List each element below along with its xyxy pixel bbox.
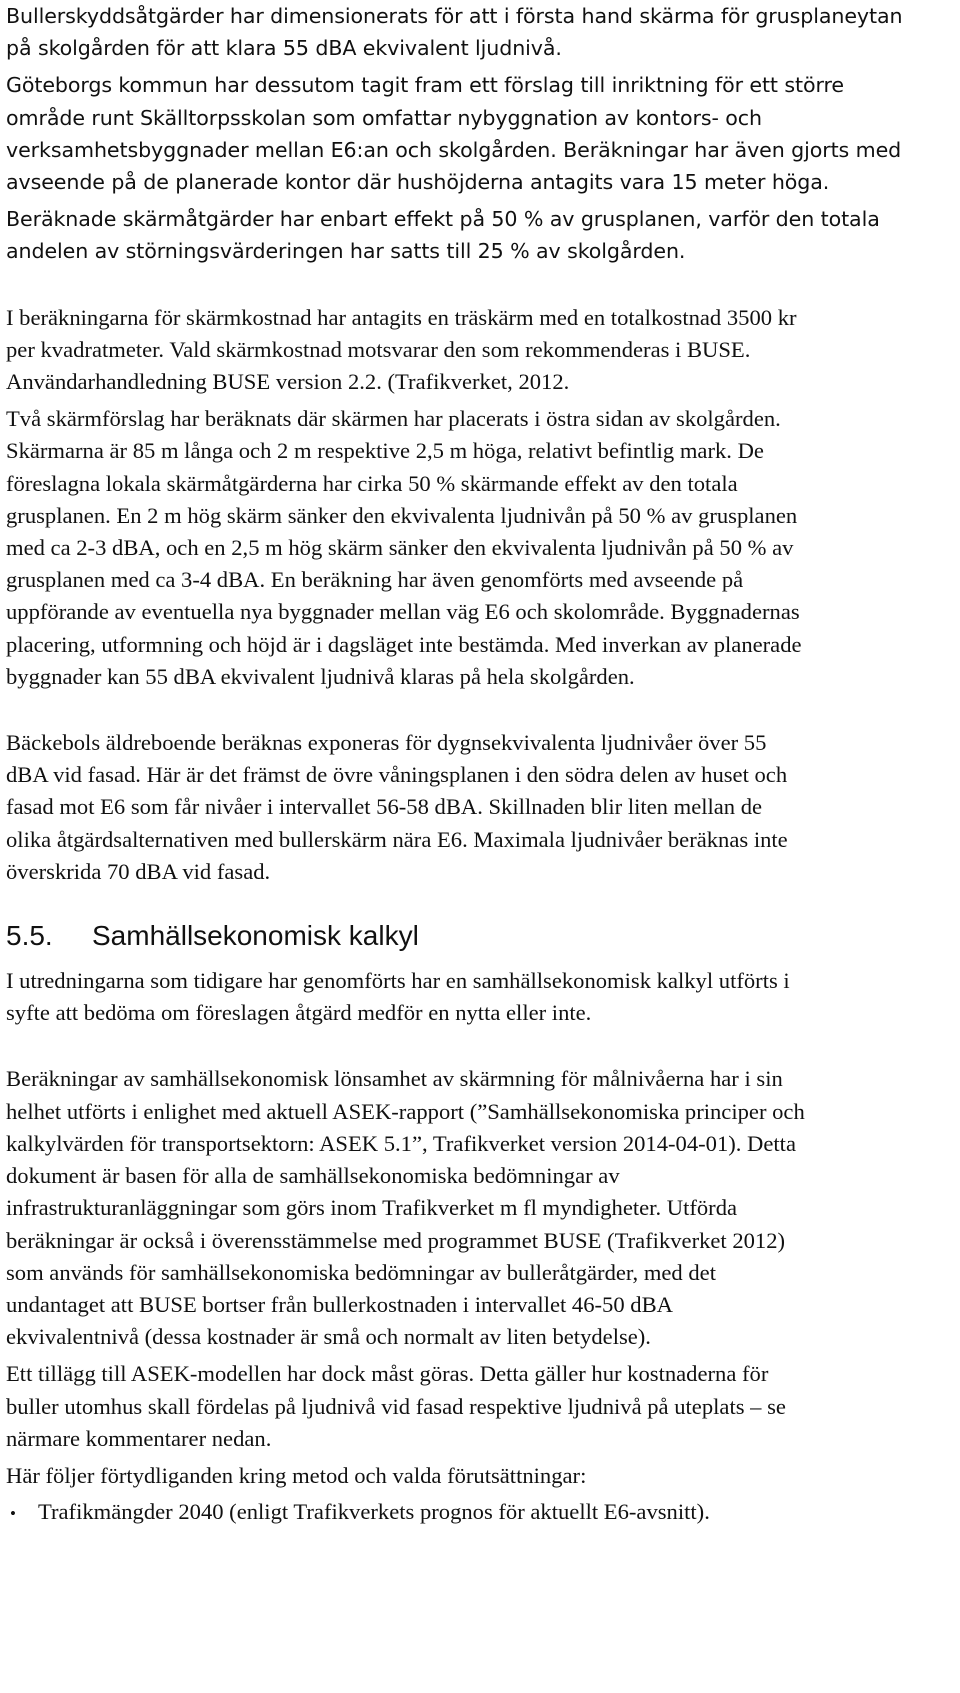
paragraph-clarifications-intro: Här följer förtydliganden kring metod och valda förutsättningar:: [6, 1462, 587, 1488]
section-title: Samhällsekonomisk kalkyl: [92, 920, 419, 952]
paragraph-screen-dimensioning: Bullerskyddsåtgärder har dimensionerats för att i första hand skärma för grusplaneytan på skolgården för att klara 55 dBA ekvivalent ljudnivå.: [6, 4, 903, 61]
paragraph-screen-proposals: Två skärmförslag har beräknats där skärmen har placerats i östra sidan av skolgården. Skärmarna är 85 m långa och 2 m respektive 2,5 m höga, relativt befintlig mark. De föreslagna lokala skärmåtgärderna har cirka 50 % skärmande effekt av den totala grusplanen. En 2 m hög skärm sänker den ekvivalenta ljudnivån på 50 % av grusplanen med ca 2-3 dBA, och en 2,5 m hög skärm sänker den ekvivalenta ljudnivån på 50 % av grusplanen med ca 3-4 dBA. En beräkning har även genomförts med avseende på uppförande av eventuella nya byggnader mellan väg E6 och skolområde. Byggnadernas placering, utformning och höjd är i dagsläget inte bestämda. Med inverkan av planerade byggnader kan 55 dBA ekvivalent ljudnivå klaras på hela skolgården.: [6, 406, 802, 689]
paragraph-asek-addition: Ett tillägg till ASEK-modellen har dock måst göras. Detta gäller hur kostnaderna för buller utomhus skall fördelas på ljudnivå vid fasad respektive ljudnivå på uteplats – se närmare kommentarer nedan.: [6, 1361, 786, 1451]
list-item: [6, 1496, 942, 1530]
paragraph-asek-calculation: Beräkningar av samhällsekonomisk lönsamhet av skärmning för målnivåerna har i sin helhet utförts i enlighet med aktuell ASEK-rapport (”Samhällsekonomiska principer och kalkylvärden för transportsektorn: ASEK 5.1”, Trafikverket version 2014-04-01). Detta dokument är basen för alla de samhällsekonomiska bedömningar av infrastrukturanläggningar som görs inom Trafikverket m fl myndigheter. Utförda beräkningar är också i överensstämmelse med programmet BUSE (Trafikverket 2012) som används för samhällsekonomiska bedömningar av bulleråtgärder, med det undantaget att BUSE bortser från bullerkostnaden i intervallet 46-50 dBA ekvivalentnivå (dessa kostnader är små och normalt av liten betydelse).: [6, 1066, 805, 1350]
paragraph-previous-studies: I utredningarna som tidigare har genomförts har en samhällsekonomisk kalkyl utförts i syfte att bedöma om föreslagen åtgärd medför en nytta eller inte.: [6, 968, 790, 1026]
bullet-icon: •: [10, 1504, 16, 1524]
paragraph-screen-effect: Beräknade skärmåtgärder har enbart effekt på 50 % av grusplanen, varför den totala andelen av störningsvärderingen har satts till 25 % av skolgården.: [6, 207, 880, 264]
paragraph-screen-cost: I beräkningarna för skärmkostnad har antagits en träskärm med en totalkostnad 3500 kr per kvadratmeter. Vald skärmkostnad motsvarar den som rekommenderas i BUSE. Användarhandledning BUSE version 2.2. (Trafikverket, 2012.: [6, 304, 797, 395]
section-number: 5.5.: [6, 920, 53, 952]
paragraph-gothenburg-proposal: Göteborgs kommun har dessutom tagit fram ett förslag till inriktning för ett större område runt Skälltorpsskolan som omfattar nybyggnation av kontors- och verksamhetsbyggnader mellan E6:an och skolgården. Beräkningar har även gjorts med avseende på de planerade kontor där hushöjderna antagits vara 15 meter höga.: [6, 73, 902, 195]
paragraph-elderly-home: Bäckebols äldreboende beräknas exponeras för dygnsekvivalenta ljudnivåer över 55 dBA vid fasad. Här är det främst de övre våningsplanen i den södra delen av huset och fasad mot E6 som får nivåer i intervallet 56-58 dBA. Skillnaden blir liten mellan de olika åtgärdsalternativen med bullerskärm nära E6. Maximala ljudnivåer beräknas inte överskrida 70 dBA vid fasad.: [6, 730, 788, 884]
section-heading: [6, 919, 942, 953]
list-item-text: Trafikmängder 2040 (enligt Trafikverkets prognos för aktuellt E6-avsnitt).: [38, 1499, 710, 1525]
clarifications-list: [6, 1496, 942, 1530]
